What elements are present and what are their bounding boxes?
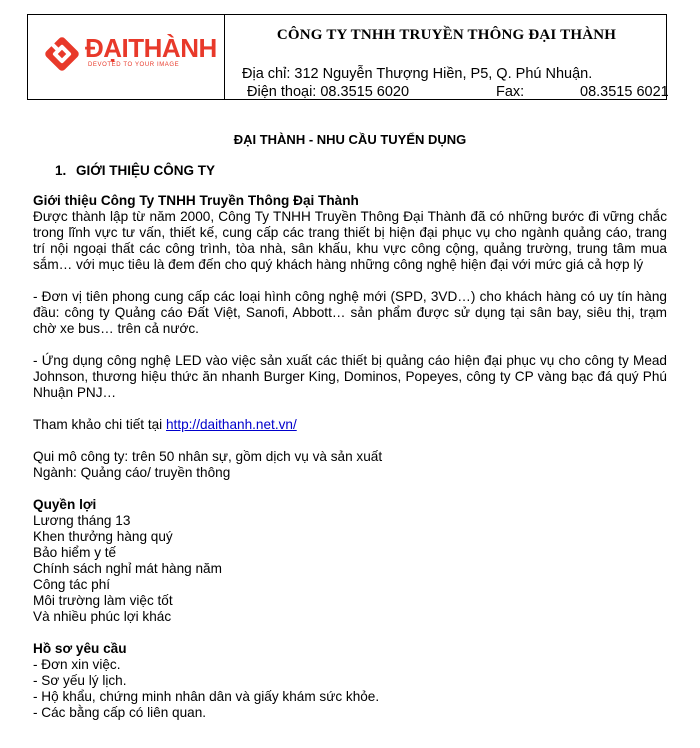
list-item: - Hộ khẩu, chứng minh nhân dân và giấy khám sức khỏe. (33, 689, 380, 704)
list-item: - Sơ yếu lý lịch. (33, 673, 127, 688)
list-item: Và nhiều phúc lợi khác (33, 609, 172, 624)
document-body (33, 193, 667, 721)
reference-label: Tham khảo chi tiết tại (33, 417, 166, 432)
section-heading (55, 163, 215, 178)
intro-heading: Giới thiệu Công Ty TNHH Truyền Thông Đại Thành (33, 193, 359, 208)
letterhead (27, 14, 667, 100)
fax-label: Fax: (496, 84, 525, 100)
highlight-paragraph-2: - Ứng dụng công nghệ LED vào việc sản xuất các thiết bị quảng cáo hiện đại phục vụ cho công ty Mead Johnson, thương hiệu thức ăn nhanh Burger King, Dominos, Popeyes, công ty CP vàng bạc đá quý Phú Nhuận PNJ… (33, 353, 667, 400)
benefits-list (33, 513, 667, 625)
fax-value: 08.3515 6021 (580, 84, 669, 100)
benefits-heading: Quyền lợi (33, 497, 97, 512)
company-name: CÔNG TY TNHH TRUYỀN THÔNG ĐẠI THÀNH (276, 27, 617, 43)
list-item: Bảo hiểm y tế (33, 545, 117, 560)
company-scale: Qui mô công ty: trên 50 nhân sự, gồm dịch vụ và sản xuất (33, 449, 383, 464)
logo-name: ĐẠITHÀNH (85, 33, 217, 63)
website-link[interactable]: http://daithanh.net.vn/ (165, 417, 297, 432)
intro-paragraph: Được thành lập từ năm 2000, Công Ty TNHH Truyền Thông Đại Thành đã có những bước đi vững chắc trong lĩnh vực tư vấn, thiết kế, cung cấp các trang thiết bị hiện đại phục vụ cho ngành quảng cáo, trang trí nội ngoại thất các công trình, tòa nhà, sân khấu, khu vực công cộng, quảng trường, trung tâm mua sắm… với mục tiêu là đem đến cho quý khách hàng những công nghệ hiện đại với mức giá cả hợp lý (33, 209, 667, 272)
document-title: ĐẠI THÀNH - NHU CẦU TUYỂN DỤNG (233, 132, 467, 147)
highlight-paragraph-1: - Đơn vị tiên phong cung cấp các loại hình công nghệ mới (SPD, 3VD…) cho khách hàng có uy tín hàng đầu: công ty Quảng cáo Đất Việt, Sanofi, Abbott… sản phẩm được sử dụng tại sân bay, siêu thị, trạm chờ xe bus… trên cả nước. (33, 289, 667, 336)
company-address: Địa chỉ: 312 Nguyễn Thượng Hiền, P5, Q. Phú Nhuận. (242, 66, 593, 82)
logo-mark-icon (42, 34, 82, 74)
company-industry: Ngành: Quảng cáo/ truyền thông (33, 465, 231, 480)
documents-list (33, 657, 667, 721)
list-item: Chính sách nghỉ mát hàng năm (33, 561, 222, 576)
list-item: Khen thưởng hàng quý (33, 529, 173, 544)
list-item: Môi trường làm việc tốt (33, 593, 173, 608)
list-item: - Đơn xin việc. (33, 657, 121, 672)
company-phone: Điện thoại: 08.3515 6020 (247, 84, 410, 100)
section-number: 1. (55, 163, 67, 178)
section-title: GIỚI THIỆU CÔNG TY (76, 163, 216, 178)
documents-heading: Hồ sơ yêu cầu (33, 641, 127, 656)
logo-tagline: DEVOTED TO YOUR IMAGE (88, 62, 180, 68)
list-item: - Các bằng cấp có liên quan. (33, 705, 207, 720)
logo-cell (28, 15, 225, 99)
list-item: Công tác phí (33, 577, 111, 592)
reference-line (33, 417, 667, 433)
list-item: Lương tháng 13 (33, 513, 131, 528)
